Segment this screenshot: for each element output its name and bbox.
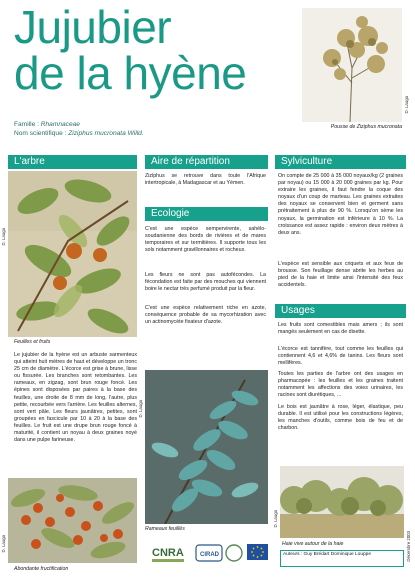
haie-illustration	[280, 466, 404, 538]
page-title	[14, 1, 274, 99]
authors-box	[280, 550, 404, 567]
repartition-heading: Aire de répartition	[145, 155, 268, 169]
fruits-photo-caption: Feuilles et fruits	[14, 339, 51, 345]
cnra-logo: CNRA	[152, 547, 184, 559]
fructification-photo	[8, 478, 137, 563]
cirad-logo: CIRAD	[200, 552, 219, 558]
title-line-1: Jujubier	[14, 1, 172, 53]
sylviculture-heading: Sylviculture	[275, 155, 406, 169]
repartition-text: Ziziphus se retrouve dans toute l'Afrique intertropicale, à Madagascar et au Yémen.	[145, 173, 266, 187]
title-line-2: de la hyène	[14, 47, 247, 99]
rameaux-illustration	[145, 370, 268, 524]
fructification-photo-caption: Abondante fructification	[14, 566, 69, 572]
fruits-photo	[8, 171, 137, 337]
arbre-heading: L'arbre	[8, 155, 137, 169]
sylviculture-text: On compte de 25 000 à 35 000 noyaux/kg (2 graines par noyau) ou 15 000 à 20 000 graines par kg. Pour extraire les graines, il faut fendre la coque des noyaux d'un coup de marteau. Les graines extraites des noyaux se conservent bien et germent sans prétraitement à plus de 90 %. Lorsqu'on sème les noyaux, la germination est inférieure à 10 %. La croissance est assez rapide : environ deux mètres à deux ans.	[278, 173, 403, 236]
usages-text-1: Les fruits sont comestibles mais amers ; ils sont mangés seulement en cas de disette.	[278, 322, 403, 336]
usages-text-2: L'écorce est tannifère, tout comme les feuilles qui contiennent 4,6 et 4,6% de tanins. Les fleurs sont mellifères.	[278, 346, 403, 367]
usages-text-3: Toutes les parties de l'arbre ont des usages en pharmacopée : les feuilles et les graines traitent notamment les affections des voies urinaires, les racines sont diurétiques, ...	[278, 371, 403, 399]
authors-label: Auteurs : Guy Brédart Dominique Louppe	[283, 552, 371, 557]
top-photo-credit: D. Lauga	[404, 96, 409, 114]
ecologie-heading: Ecologie	[145, 207, 268, 221]
usages-text-4: Le bois est jaunâtre à rose, léger, élastique, peu durable. Il est utilisé pour les constructions légères, les manches d'outils, comme bois de feu et de charbon.	[278, 404, 403, 432]
rameaux-photo-caption: Rameaux feuillés	[145, 526, 185, 532]
date-label: Décembre 2003	[406, 531, 411, 562]
haie-photo	[280, 466, 404, 538]
arbre-text: Le jujubier de la hyène est un arbuste sarmenteux qui atteint huit mètres de haut et développe un tronc 25 cm de diamètre. L'écorce est grise à brune, lisse ou fissurée. Les branches sont retombantes. Les rameaux, en zigzag, sont brun rouge foncé. Les épines sont disposées par paires à la base des feuilles, une droite de 8 mm de long, l'autre, plus petite, recourbée vers l'arrière. Les feuilles alternes, sont vert pâle. Les fleurs jaunâtres, petites, sont groupées en fascicule par 10 à 20 à la base des feuilles. Le fruit est une drupe brun rouge foncé à maturité, il contient un noyau à deux graines noyé dans une pulpe farineuse.	[14, 352, 137, 444]
fructification-illustration	[8, 478, 137, 563]
haie-photo-credit: D. Lauga	[273, 510, 278, 528]
sylviculture-text-2: L'espèce est sensible aux criquets et aux feux de brousse. Son feuillage dense abrite les herbes au pied de la haie et limite ainsi l'intensité des feux accidentels.	[278, 261, 403, 289]
ecologie-text-1: C'est une espèce sempervirente, sahélo-soudanienne des bords de rivières et de mares temporaires et sur termitières. Il supporte tous les sols notamment gravillonnaires et rocheux.	[145, 226, 266, 254]
fruits-photo-credit: D. Lauga	[1, 228, 6, 246]
tree-port-photo	[302, 8, 402, 122]
usages-heading: Usages	[275, 304, 406, 318]
logos-illustration	[150, 541, 270, 567]
top-photo-caption: Pousse de Ziziphus mucronata	[330, 124, 402, 130]
ecologie-text-3: C'est une espèce relativement riche en azote, conséquence probable de sa mycorhization avec un actinomycète fixateur d'azote.	[145, 305, 266, 326]
partner-logos	[150, 541, 270, 567]
nom-value: Ziziphus mucronata Willd.	[68, 129, 144, 137]
fructification-photo-credit: D. Lauga	[1, 535, 6, 553]
fruits-illustration	[8, 171, 137, 337]
famille-label: Famille :	[14, 121, 41, 128]
species-meta	[14, 121, 144, 138]
nom-label: Nom scientifique :	[14, 129, 69, 137]
haie-photo-caption: Haie vive autour de la haie	[282, 541, 344, 547]
rameaux-photo-credit: D. Lauga	[138, 400, 143, 418]
famille-value: Rhamnaceae	[40, 121, 80, 128]
rameaux-photo	[145, 370, 268, 524]
tree-port-illustration	[302, 8, 402, 122]
authors-text	[283, 552, 401, 558]
ecologie-text-2: Les fleurs ne sont pas autofécondes. La fécondation est faite par des mouches qui viennent boire le nectar très perfumé produit par la fleur.	[145, 272, 266, 293]
